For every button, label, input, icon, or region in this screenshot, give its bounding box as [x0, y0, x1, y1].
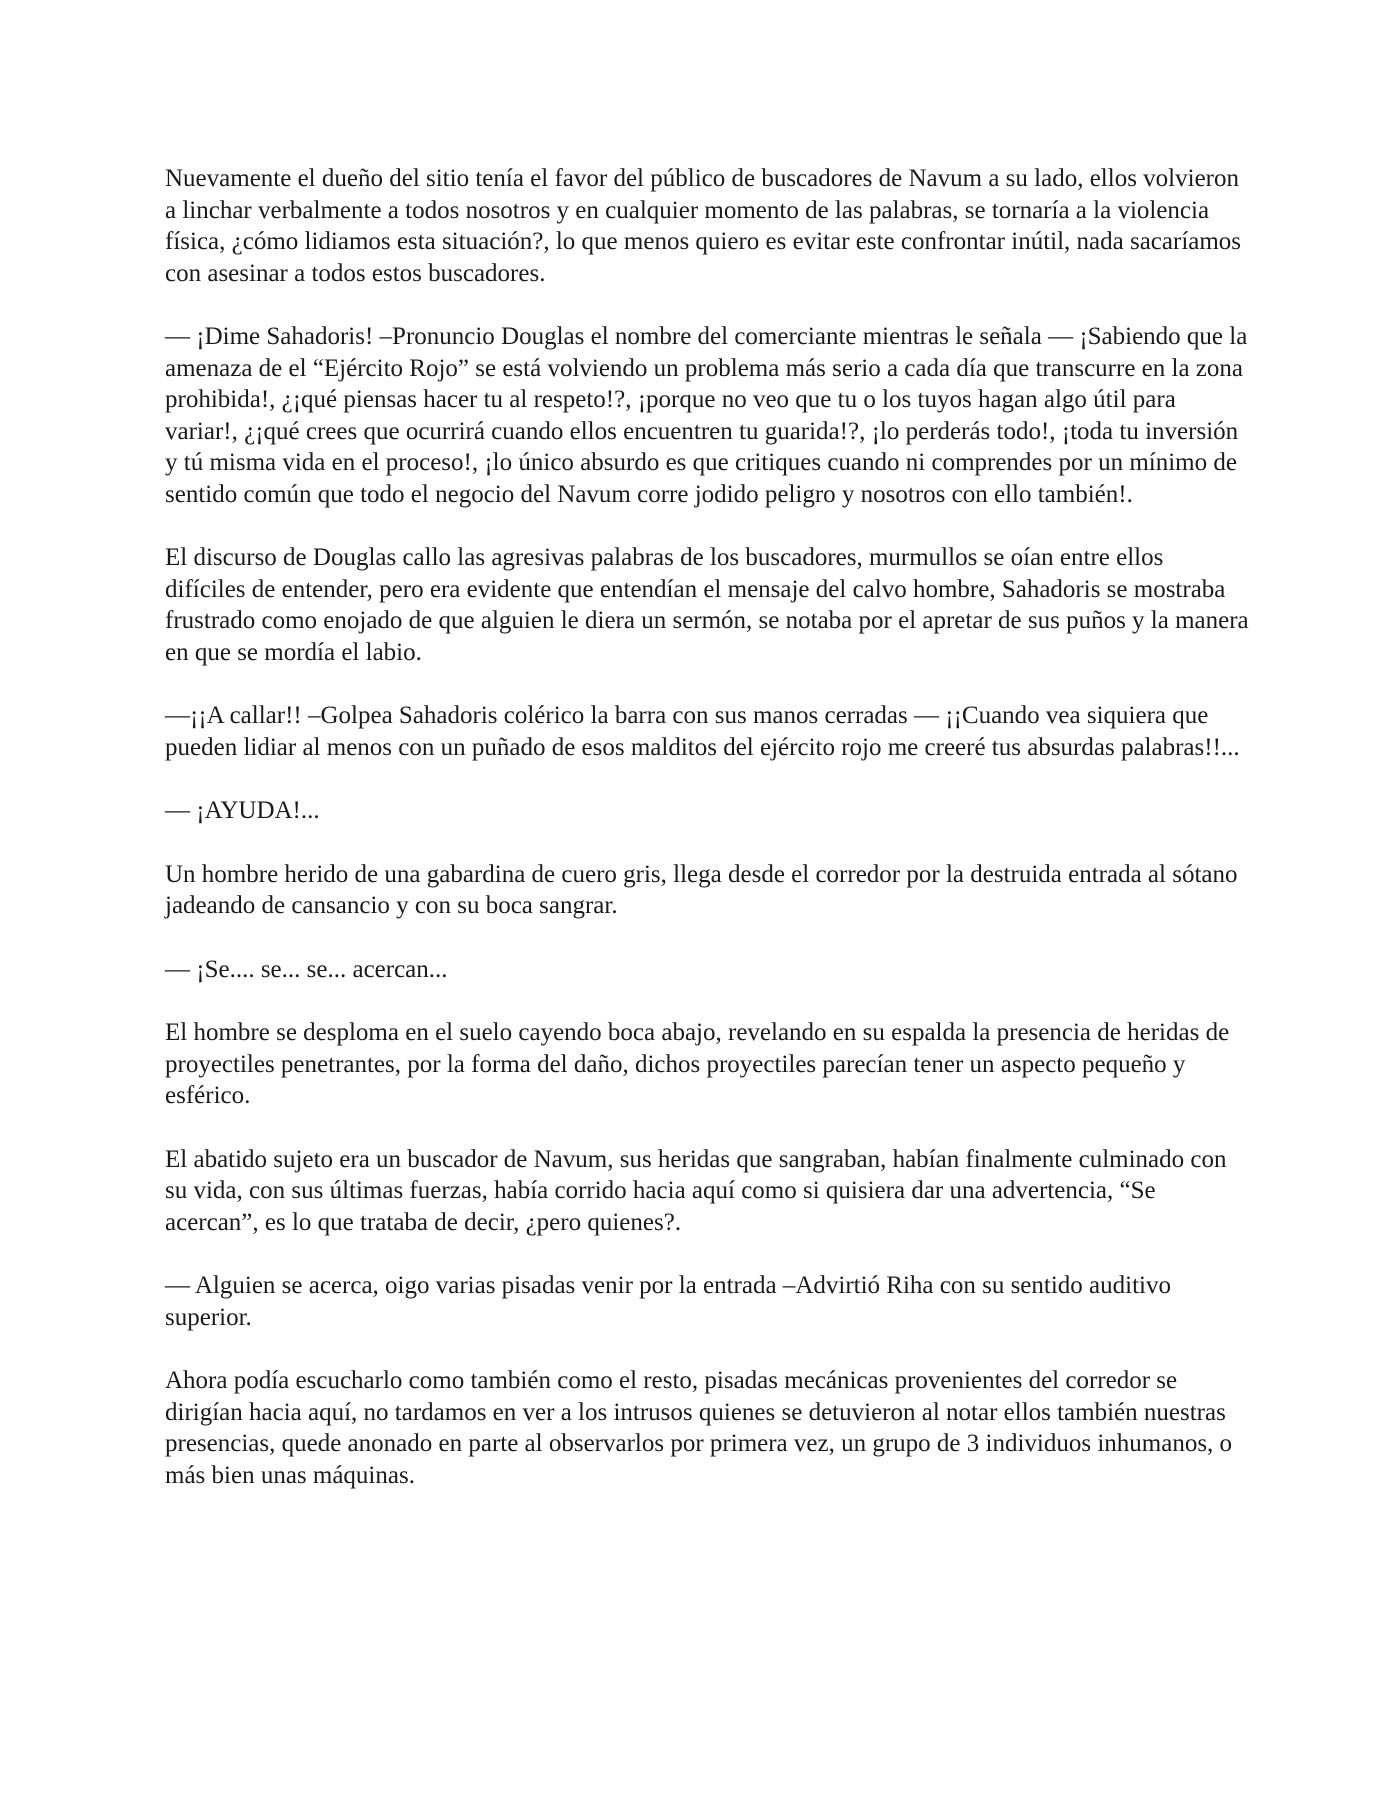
paragraph-5: — ¡AYUDA!... — [165, 797, 320, 824]
paragraph-3: El discurso de Douglas callo las agresivas palabras de los buscadores, murmullos se oían entre ellos difíciles de entender, pero era evidente que entendían el mensaje del calvo hombre, Sahadoris se mostraba frustrado como enojado de que alguien le diera un sermón, se notaba por el apretar de sus puños y la manera en que se mordía el labio. — [165, 544, 1249, 666]
paragraph-11: Ahora podía escucharlo como también como el resto, pisadas mecánicas provenientes del corredor se dirigían hacia aquí, no tardamos en ver a los intrusos quienes se detuvieron al notar ellos también nuestras presencias, quede anonado en parte al observarlos por primera vez, un grupo de 3 individuos inhumanos, o más bien unas máquinas. — [165, 1367, 1233, 1489]
paragraph-1: Nuevamente el dueño del sitio tenía el favor del público de buscadores de Navum a su lado, ellos volvieron a linchar verbalmente a todos nosotros y en cualquier momento de las palabras, se tornaría a la violencia física, ¿cómo lidiamos esta situación?, lo que menos quiero es evitar este confrontar inútil, nada sacaríamos con asesinar a todos estos buscadores. — [165, 165, 1242, 287]
paragraph-6: Un hombre herido de una gabardina de cuero gris, llega desde el corredor por la destruida entrada al sótano jadeando de cansancio y con su boca sangrar. — [165, 860, 1238, 919]
paragraph-4: —¡¡A callar!! –Golpea Sahadoris colérico la barra con sus manos cerradas — ¡¡Cuando vea siquiera que pueden lidiar al menos con un puñado de esos malditos del ejército rojo me creeré tus absurdas palabras!!... — [165, 702, 1240, 761]
paragraph-7: — ¡Se.... se... se... acercan... — [165, 955, 448, 983]
paragraph-8: El hombre se desploma en el suelo cayendo boca abajo, revelando en su espalda la presencia de heridas de proyectiles penetrantes, por la forma del daño, dichos proyectiles parecían tener un aspecto pequeño y esférico. — [165, 1019, 1230, 1109]
paragraph-10: — Alguien se acerca, oigo varias pisadas venir por la entrada –Advirtió Riha con su sentido auditivo superior. — [165, 1272, 1171, 1331]
document-page — [165, 163, 1250, 1491]
paragraph-2: — ¡Dime Sahadoris! –Pronuncio Douglas el nombre del comerciante mientras le señala — ¡Sabiendo que la amenaza de el “Ejército Rojo” se está volviendo un problema más serio a cada día que transcurre en la zona prohibida!, ¿¡qué piensas hacer tu al respeto!?, ¡porque no veo que tu o los tuyos hagan algo útil para variar!, ¿¡qué crees que ocurrirá cuando ellos encuentren tu guarida!?, ¡lo perderás todo!, ¡toda tu inversión y tú misma vida en el proceso!, ¡lo único absurdo es que critiques cuando ni comprendes por un mínimo de sentido común que todo el negocio del Navum corre jodido peligro y nosotros con ello también!. — [165, 323, 1248, 508]
paragraph-9: El abatido sujeto era un buscador de Navum, sus heridas que sangraban, habían finalmente culminado con su vida, con sus últimas fuerzas, había corrido hacia aquí como si quisiera dar una advertencia, “Se acercan”, es lo que trataba de decir, ¿pero quienes?. — [165, 1145, 1227, 1236]
